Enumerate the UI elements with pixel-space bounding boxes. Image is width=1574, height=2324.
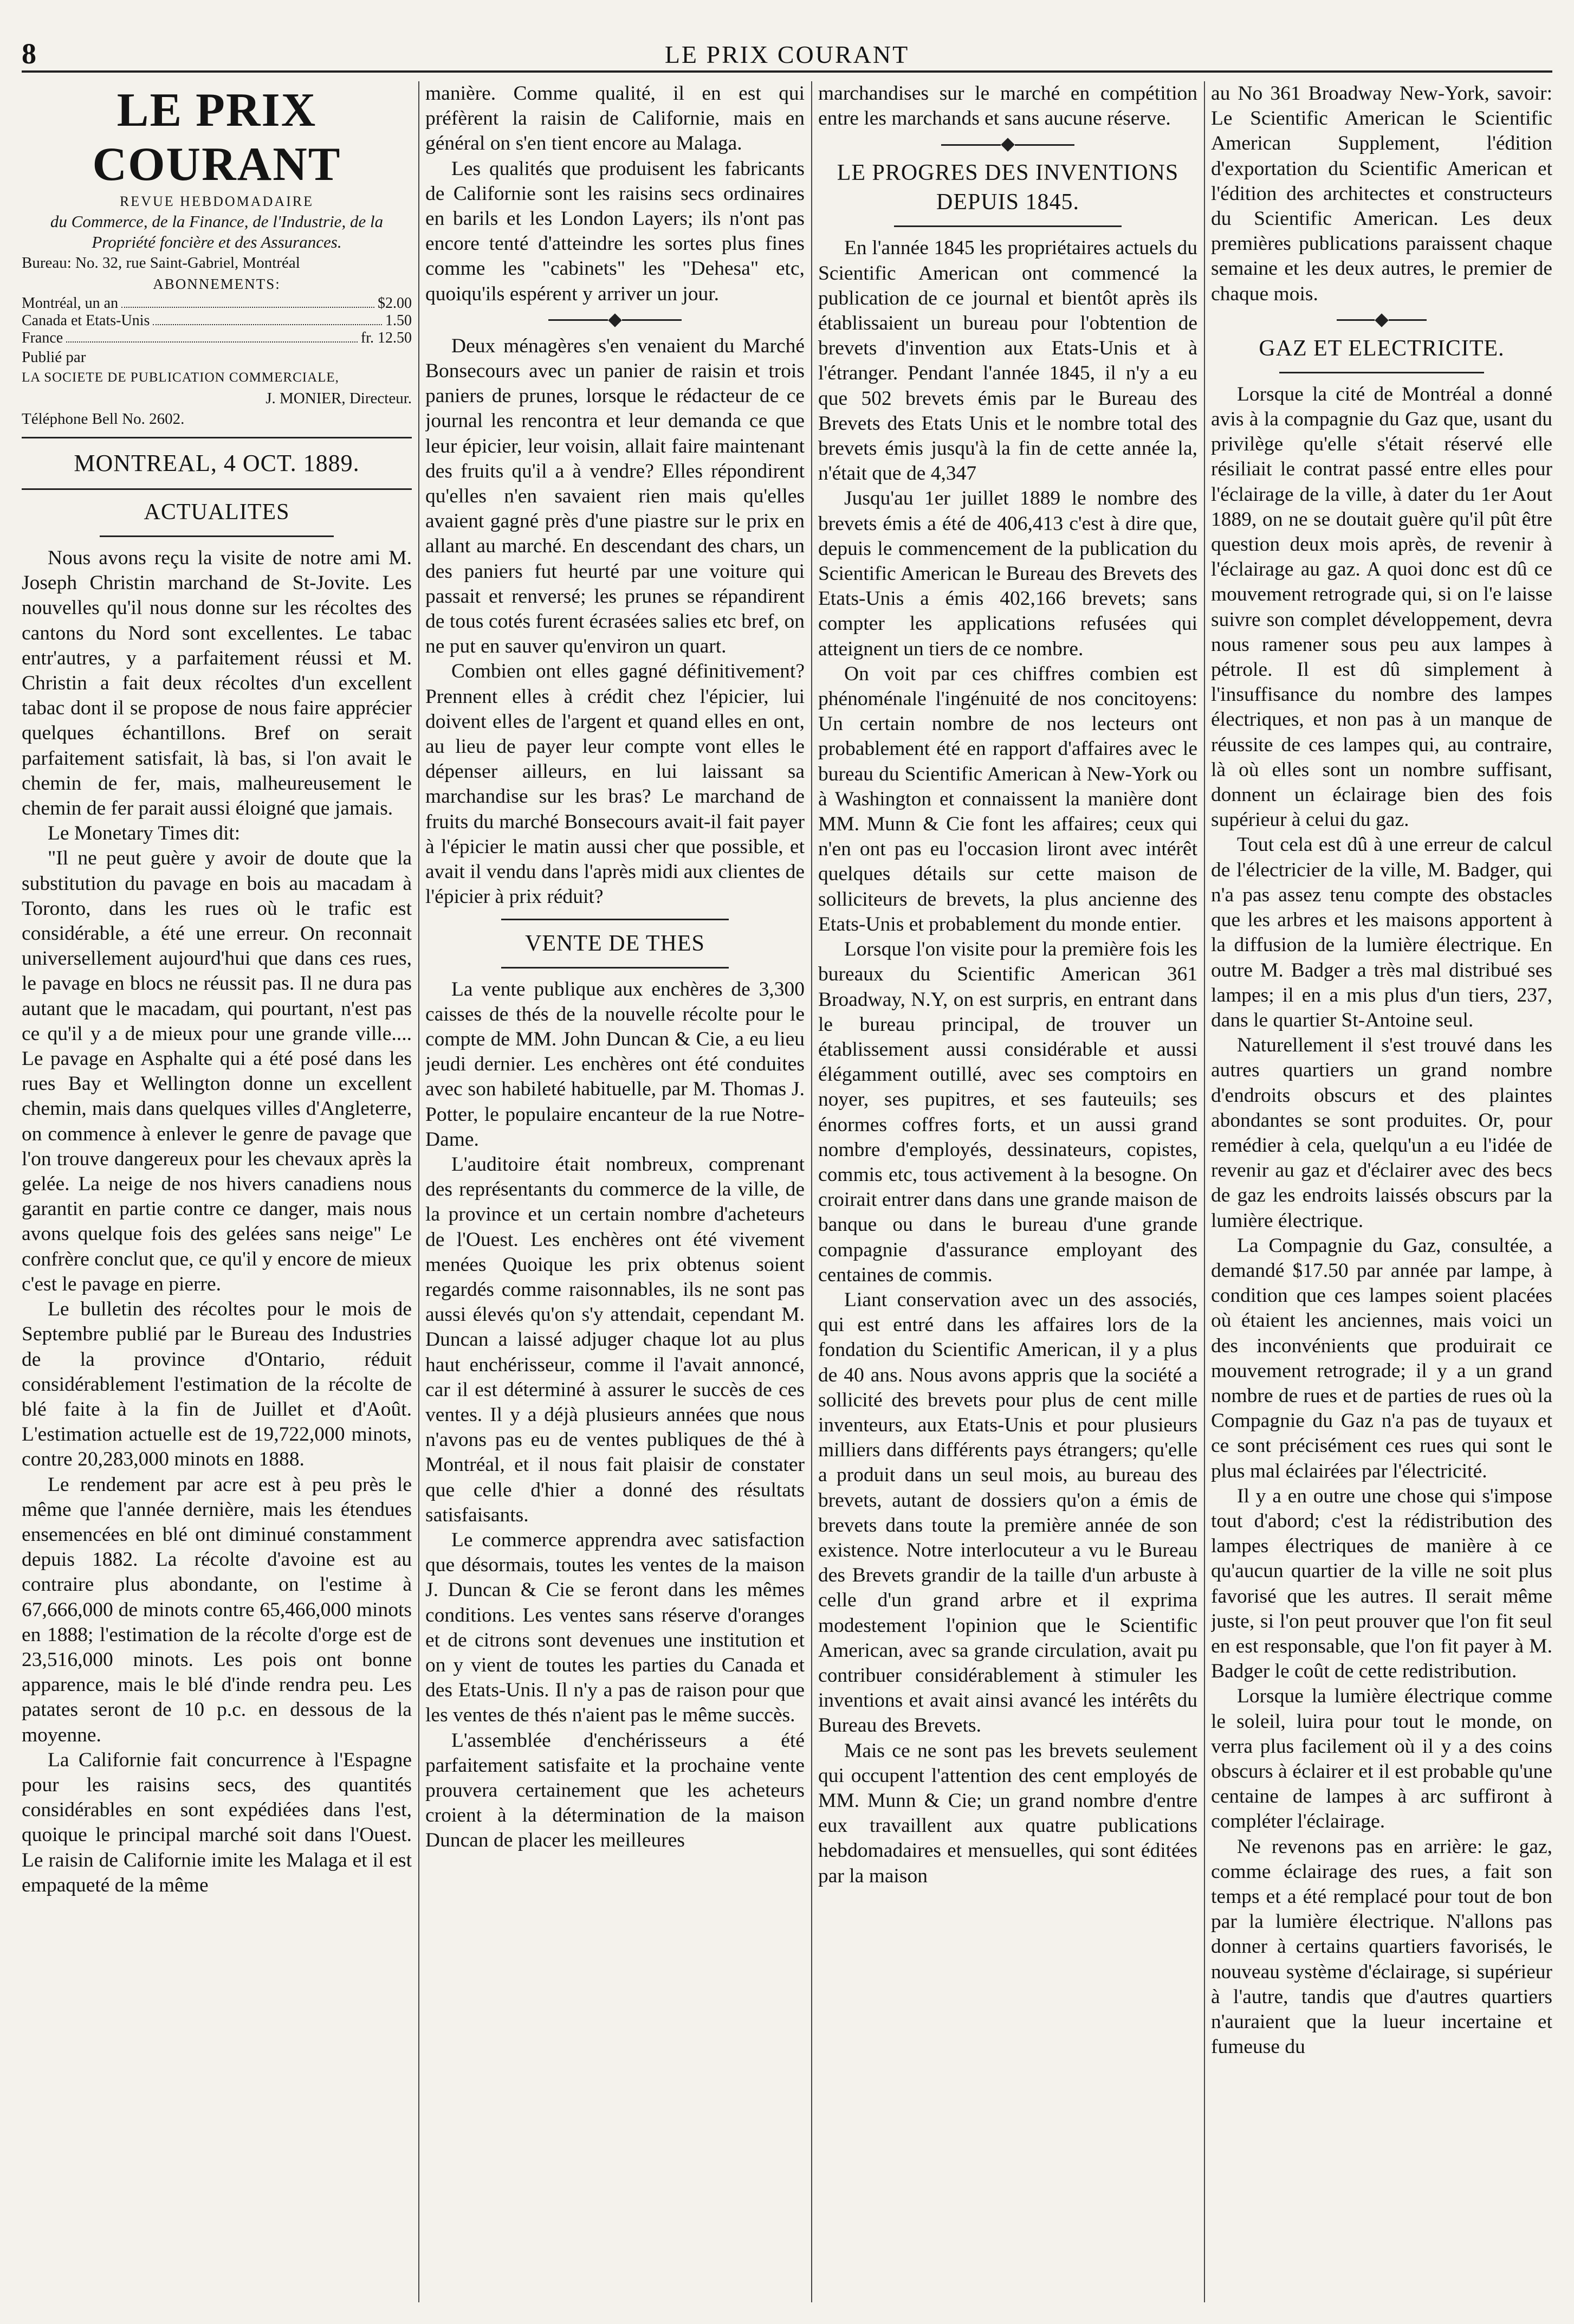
paragraph: Ne revenons pas en arrière: le gaz, comme éclairage des rues, a fait son temps et a été remplacé pour tout de bon par la lumière électrique. N'allons pas donner à certains quartiers favorisés, le nouveau système d'éclairage, si supérieur à l'autre, tandis que d'autres quartiers n'auraient que la lueur incertaine et fumeuse du [1211,1835,1552,2058]
divider [894,225,1122,227]
paragraph: L'auditoire était nombreux, comprenant des représentants du commerce de la ville, de la province et un certain nombre d'acheteurs de l'Ouest. Les enchères ont été vivement menées Quoique les prix obtenus soient regardés comme raisonnables, ils ne sont pas aussi élevés qu'on s'y attendait, cependant M. Duncan a laissé adjuger chaque lot au plus haut enchérisseur, comme il l'avait annoncé, car il est déterminé à assurer le succès de ces ventes. Il y a déjà plusieurs années que nous n'avons pas eu de ventes publiques de thé à Montréal, et il nous fait plaisir de constater que celle d'hier a donné des résultats satisfaisants. [425,1153,805,1526]
subscription-place: Montréal, un an [22,295,119,312]
column-4 [1211,81,1552,2302]
subscription-row [22,312,412,330]
paragraph: au No 361 Broadway New-York, savoir: Le Scientific American le Scientific American Supplement, l'édition d'exportation du Scientific American et l'édition des architectes et constructeurs du Scientific American. Les deux premières publications paraissent chaque semaine et les deux autres, le premier de chaque mois. [1211,82,1552,305]
paragraph: Mais ce ne sont pas les brevets seulement qui occupent l'attention des cent employés de MM. Munn & Cie; un grand nombre d'entre eux travaillent aux quatre publications hebdomadaires et mensuelles, qui sont éditées par la maison [818,1739,1197,1887]
paragraph: L'assemblée d'enchérisseurs a été parfaitement satisfaite et la prochaine vente prouvera certainement que les acheteurs croient à la détermination de la maison Duncan de placer les meilleures [425,1729,805,1852]
masthead-bureau: Bureau: No. 32, rue Saint-Gabriel, Montréal [22,254,300,272]
director-name: J. MONIER, Directeur. [265,390,412,407]
page-header [22,33,1552,73]
paragraph: La vente publique aux enchères de 3,300 caisses de thés de la nouvelle récolte pour le compte de MM. John Duncan & Cie, a eu lieu jeudi dernier. Les enchères ont été conduites avec son habileté habituelle, par M. Thomas J. Potter, le populaire encanteur de la rue Notre-Dame. [425,978,805,1151]
column-2 [425,81,805,2302]
subscription-row [22,295,412,312]
column-rule [811,81,812,2302]
paragraph: La Compagnie du Gaz, consultée, a demandé $17.50 par année par lampe, à condition que ces lampes soient placées où étaient les anciennes, mais voici un des inconvénients que produirait ce mouvement retrograde; il y a un grand nombre de rues et de parties de rues où la Compagnie du Gaz n'a pas de tuyaux et ce sont précisément ces rues qui sont le plus mal éclairées par l'électricité. [1211,1234,1552,1482]
subscription-price: 1.50 [385,312,412,329]
paragraph: En l'année 1845 les propriétaires actuels du Scientific American ont commencé la publication de ce journal et bientôt après ils établissaient un bureau pour l'obtention de brevets d'invention aux Etats-Unis et à l'étranger. Pendant l'année 1845, il n'y a eu que 502 brevets émis par le Bureau des Brevets des Etats Unis et le nombre total des brevets émis jusqu'à la fin de cette année la, n'était que de 4,347 [818,237,1197,485]
paragraph: Il y a en outre une chose qui s'impose tout d'abord; c'est la rédistribution des lampes électriques de manière à ce qu'aucun quartier de la ville ne soit plus favorisé que les autres. Il serait même juste, si l'on peut prouver que l'on fit seul en est responsable, que l'on fit payer à M. Badger le coût de cette redistribution. [1211,1484,1552,1683]
divider [22,488,412,490]
section-heading-vente-de-thes: VENTE DE THES [525,931,705,956]
paragraph: Les qualités que produisent les fabricants de Californie sont les raisins secs ordinaires en barils et les London Layers; ils n'ont pas encore tenté d'atteindre les sortes plus fines comme les "cabinets" les "Dehesa" etc, quoiqu'ils espérent y arriver un jour. [425,157,805,305]
telephone: Téléphone Bell No. 2602. [22,410,185,428]
running-title: LE PRIX COURANT [664,41,910,68]
column-rule [1204,81,1205,2302]
paragraph: Naturellement il s'est trouvé dans les autres quartiers un grand nombre d'endroits obscurs et des plaintes abondantes se sont produites. Or, pour remédier à cela, quelqu'un a eu l'idée de revenir au gaz et d'éclairer avec des becs de gaz les endroits laissés obscurs par la lumière électrique. [1211,1034,1552,1232]
paragraph: manière. Comme qualité, il en est qui préfèrent la raisin de Californie, mais en général on s'en tient encore au Malaga. [425,82,805,155]
paragraph: Le commerce apprendra avec satisfaction que désormais, toutes les ventes de la maison J. Duncan & Cie se feront dans les mêmes conditions. Les ventes sans réserve d'oranges et de citrons sont devenues une institution et on y vient de toutes les parties du Canada et des Etats-Unis. Il n'y a pas de raison pour que les ventes de thés n'aient pas le même succès. [425,1528,805,1727]
section-heading-actualites: ACTUALITES [144,500,290,525]
paragraph: Nous avons reçu la visite de notre ami M. Joseph Christin marchand de St-Jovite. Les nouvelles qu'il nous donne sur les récoltes des cantons du Nord sont excellentes. Le tabac entr'autres, y a parfaitement réussi et M. Christin a fait deux récoltes d'un excellent tabac dont il se propose de nous faire apprécier quelques échantillons. Bref on serait parfaitement satisfait, là bas, si l'on avait le chemin de fer, mais, malheureusement le chemin de fer parait aussi éloigné que jamais. [22,547,412,820]
paragraph: Lorsque la lumière électrique comme le soleil, luira pour tout le monde, on verra plus facilement où il y a des coins obscurs à éclairer et il est probable qu'une centaine de lampes à arc suffiront à compléter l'éclairage. [1211,1685,1552,1833]
masthead [22,83,412,429]
dateline: MONTREAL, 4 OCT. 1889. [74,450,360,476]
divider [100,535,334,537]
page-number: 8 [22,37,36,70]
ornament-separator [425,315,805,325]
paragraph: Le bulletin des récoltes pour le mois de Septembre publié par le Bureau des Industries de la province d'Ontario, réduit considérablement l'estimation de la récolte de blé faite à la fin de Juillet et d'Août. L'estimation actuelle est de 19,722,000 minots, contre 20,283,000 minots en 1888. [22,1298,412,1471]
paragraph: marchandises sur le marché en compétition entre les marchands et sans aucune réserve. [818,82,1197,130]
paragraph: Tout cela est dû à une erreur de calcul de l'électricier de la ville, M. Badger, qui n'a pas assez tenu compte des obstacles que les arbres et les maisons apportent à la diffusion de la lumière électrique. En outre M. Badger a très mal distribué ses lampes; il en a mis plus d'un tiers, 237, dans le quartier St-Antoine seul. [1211,834,1552,1031]
paragraph: Le rendement par acre est à peu près le même que l'année dernière, mais les étendues ensemencées en blé ont diminué constamment depuis 1882. La récolte d'avoine est au contraire plus abondante, on l'estime à 67,666,000 de minots contre 65,466,000 minots en 1888; l'estimation de la récolte d'orge est de 23,516,000 minots. Les pois ont bonne apparence, mais le blé d'inde rendra peu. Les patates seront de 10 p.c. en dessous de la moyenne. [22,1473,412,1746]
subscription-place: France [22,330,63,346]
subscription-place: Canada et Etats-Unis [22,312,150,329]
paragraph: Combien ont elles gagné définitivement? Prennent elles à crédit chez l'épicier, lui doivent elles de l'argent et quand elles en ont, au lieu de payer leur compte vont elles le dépenser ailleurs, en lui laissant sa marchandise sur les bras? Le marchand de fruits du marché Bonsecours avait-il fait payer à l'épicier le matin aussi cher que possible, et avait il vendu dans l'après midi aux clientes de l'épicier à prix réduit? [425,660,805,908]
paragraph: La Californie fait concurrence à l'Espagne pour les raisins secs, des quantités considérables en sont expédiées dans l'est, quoique le principal marché soit dans l'Ouest. Le raisin de Californie imite les Malaga et il est empaqueté de la même [22,1748,412,1896]
paragraph: Liant conservation avec un des associés, qui est entré dans les affaires lors de la fondation du Scientific American, il y a plus de 40 ans. Nous avons appris que la société a sollicité des brevets pour plus de cent mille inventeurs, aux Etats-Unis et pour plusieurs milliers dans différents pays étrangers; qu'elle a produit dans un seul mois, au bureau des brevets, autant de dossiers qu'on a émis de brevets dans toute la première année de son existence. Notre interlocuteur a vu le Bureau des Brevets grandir de la taille d'un arbuste à celle d'un grand arbre et il exprima modestement l'opinion que le Scientific American, avec sa grande circulation, avait pu contribuer considérablement à stimuler les inventions et avait ainsi avancé les intérêts du Bureau des Brevets. [818,1288,1197,1737]
masthead-subtitle: REVUE HEBDOMADAIRE [119,193,314,209]
divider [501,919,729,920]
column-rule [418,81,419,2302]
ornament-separator [818,140,1197,150]
publisher-name: LA SOCIETE DE PUBLICATION COMMERCIALE, [22,370,339,385]
published-by: Publié par [22,348,86,366]
divider [1279,372,1484,373]
paragraph: Deux ménagères s'en venaient du Marché Bonsecours avec un panier de raisin et trois paniers de prunes, lorsque le rédacteur de ce journal les rencontra et leur demanda ce que leur épicier, leur voisin, allait faire maintenant des fruits qu'il a à vendre? Elles répondirent qu'elles n'en savaient rien mais qu'elles avaient gagné près d'une piastre sur le prix en allant au marché. En descendant des chars, un des paniers fut heurté par une voiture qui passait et renversé; les prunes se répandirent de tous cotés furent écrasées salies etc bref, on ne put en sauver qu'environ un quart. [425,334,805,658]
masthead-title: LE PRIX COURANT [92,84,341,191]
paragraph: "Il ne peut guère y avoir de doute que la substitution du pavage en bois au macadam à Toronto, dans les rues où le trafic est considérable, a été une erreur. On reconnait universellement aujourd'hui que dans ces rues, le pavage en blocs ne réussit pas. Il ne dura pas autant que le macadam, qui pourtant, n'est pas ce qu'il y a de mieux pour une grande ville.... Le pavage en Asphalte qui a été posé dans les rues Bay et Wellington donne un excellent chemin, mais dans quelques villes d'Angleterre, on commence à enlever le genre de pavage que l'on trouve dangereux pour les chevaux après la gelée. La neige de nos hivers canadiens nous garantit en partie contre ce danger, mais nous avons quelque fois des gelées sans neige" Le confrère conclut que, ce qu'il y encore de mieux c'est le pavage en pierre. [22,847,412,1295]
column-3 [818,81,1197,2302]
divider [22,437,412,438]
subscription-price: fr. 12.50 [360,330,412,346]
masthead-description: du Commerce, de la Finance, de l'Industrie, de la Propriété foncière et des Assurances. [50,212,384,251]
ornament-separator [1211,315,1552,325]
columns-container [22,81,1552,2302]
section-heading-progres-inventions: LE PROGRES DES INVENTIONS DEPUIS 1845. [837,160,1179,215]
paragraph: Jusqu'au 1er juillet 1889 le nombre des brevets émis a été de 406,413 c'est à dire que, depuis le commencement de la publication du Scientific American le Bureau des Brevets des Etats-Unis a émis 402,166 brevets; sans compter les applications refusées qui atteignent un tiers de ce nombre. [818,487,1197,660]
paragraph: Le Monetary Times dit: [48,822,241,845]
divider [501,967,729,969]
section-heading-gaz-electricite: GAZ ET ELECTRICITE. [1259,335,1505,361]
paragraph: On voit par ces chiffres combien est phénoménale l'ingénuité de nos concitoyens: Un certain nombre de nos lecteurs ont probablement été en rapport d'affaires avec le bureau du Scientific American à New-York ou à Washington et connaissent la manière dont MM. Munn & Cie font les affaires; ceux qui n'en ont pas eu l'occasion liront avec intérêt quelques détails sur cette maison de solliciteurs de brevets, la plus ancienne des Etats-Unis et probablement du monde entier. [818,662,1197,935]
subscriptions-title: ABONNEMENTS: [153,276,281,292]
subscription-row [22,330,412,347]
paragraph: Lorsque l'on visite pour la première fois les bureaux du Scientific American 361 Broadway, N.Y, on est surpris, en entrant dans le bureau principal, de trouver un établissement aussi considérable et aussi élégamment outillé, avec ses comptoirs en noyer, ses pupitres, et ses fauteuils; ses énormes coffres forts, et un aussi grand nombre d'employés, dessinateurs, copistes, commis etc, tous activement à la besogne. On croirait entrer dans dans une grande maison de banque ou dans le bureau d'une grande compagnie d'assurance employant des centaines de commis. [818,938,1197,1286]
column-1 [22,81,412,2302]
paragraph: Lorsque la cité de Montréal a donné avis à la compagnie du Gaz que, usant du privilège qu'elle s'était réservé elle résiliait le contrat passé entre elles pour l'éclairage de la ville, à dater du 1er Aout 1889, on ne se doutait guère qu'il pût être question deux mois après, de revenir à l'éclairage au gaz. A quoi donc est dû ce mouvement retrograde qui, si on l'e laisse suivre son complet développement, devra nous ramener sous peu aux lampes à pétrole. Il est dû simplement à l'insuffisance du nombre des lampes électriques, et non pas à un manque de réussite de ces lampes qui, au contraire, là où elles sont un nombre suffisant, donnent un éclairage bien des fois supérieur à celui du gaz. [1211,383,1552,831]
subscription-price: $2.00 [378,295,412,312]
